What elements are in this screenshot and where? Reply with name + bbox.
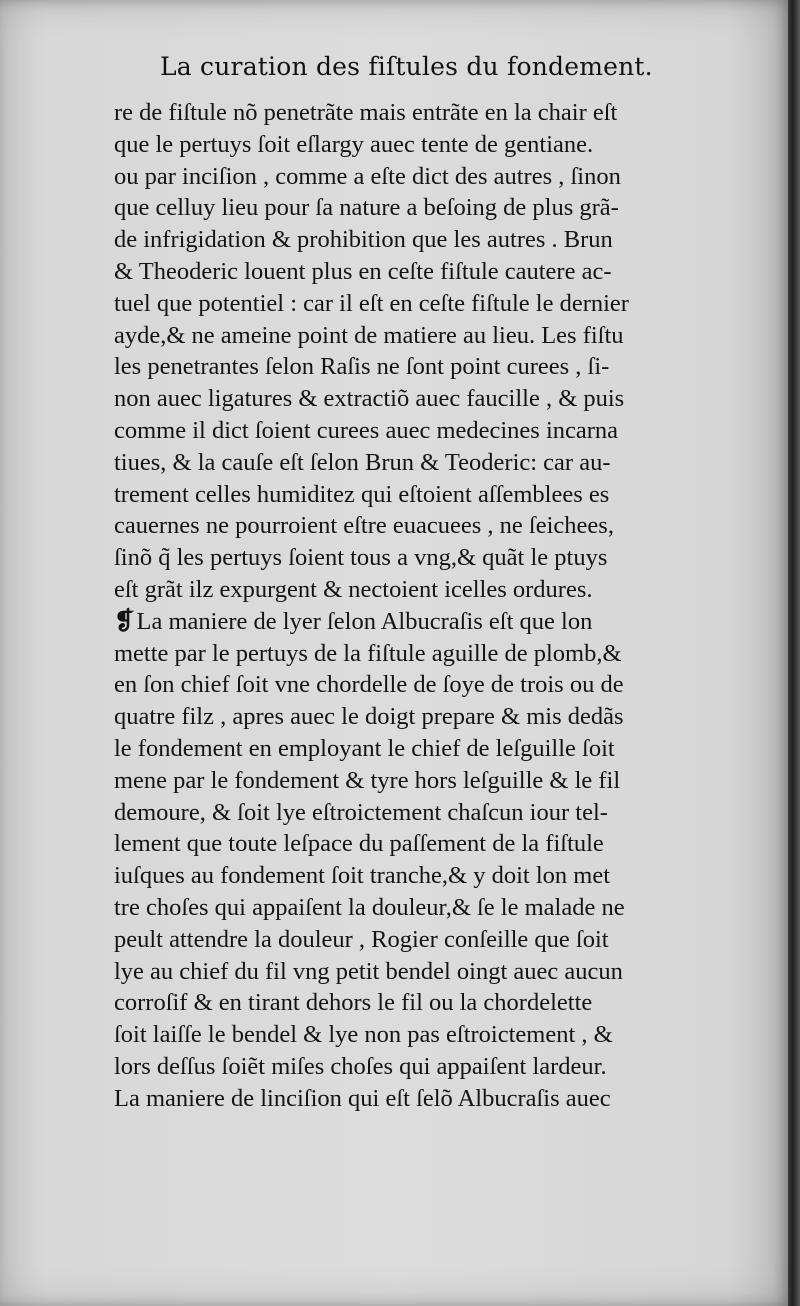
pilcrow-icon: ❡ bbox=[114, 607, 135, 635]
text-line: en ſon chief ſoit vne chordelle de ſoye de trois ou de bbox=[114, 671, 624, 699]
text-line: La maniere de linciſion qui eſt ſelõ Albucraſis auec bbox=[114, 1084, 611, 1112]
book-edge bbox=[788, 0, 800, 1306]
text-line: le fondement en employant le chief de leſguille ſoit bbox=[114, 734, 615, 762]
text-line: lors deſſus ſoiẽt miſes choſes qui appaiſent lardeur. bbox=[114, 1052, 607, 1080]
text-line: non auec ligatures & extractiõ auec faucille , & puis bbox=[114, 385, 625, 413]
text-line: iuſques au fondement ſoit tranche,& y doit lon met bbox=[114, 862, 611, 890]
text-line: & Theoderic louent plus en ceſte fiſtule cautere ac- bbox=[114, 257, 612, 285]
text-line: tre choſes qui appaiſent la douleur,& ſe le malade ne bbox=[114, 893, 625, 921]
text-line: peult attendre la douleur , Rogier conſeille que ſoit bbox=[114, 925, 609, 953]
text-line: tiues, & la cauſe eſt ſelon Brun & Teoderic: car au- bbox=[114, 448, 611, 476]
text-line: La maniere de lyer ſelon Albucraſis eſt que lon bbox=[136, 607, 593, 635]
text-line: lye au chief du fil vng petit bendel oingt auec aucun bbox=[114, 957, 623, 985]
body-text bbox=[114, 97, 726, 1115]
text-line: ou par inciſion , comme a eſte dict des autres , ſinon bbox=[114, 162, 621, 190]
running-header: La curation des fiſtules du fondement. bbox=[160, 52, 653, 81]
text-line: demoure, & ſoit lye eſtroictement chaſcun iour tel- bbox=[114, 798, 608, 826]
paragraph-start-line bbox=[114, 606, 726, 638]
text-line: que le pertuys ſoit eſlargy auec tente de gentiane. bbox=[114, 130, 594, 158]
text-line: comme il dict ſoient curees auec medecines incarna bbox=[114, 416, 619, 444]
text-line: tuel que potentiel : car il eſt en ceſte fiſtule le dernier bbox=[114, 289, 629, 317]
text-line: lement que toute leſpace du paſſement de la fiſtule bbox=[114, 830, 604, 858]
text-line: quatre filz , apres auec le doigt prepare & mis dedãs bbox=[114, 703, 624, 731]
text-line: que celluy lieu pour ſa nature a beſoing de plus grã- bbox=[114, 194, 619, 222]
text-line: eſt grãt ilz expurgent & nectoient icelles ordures. bbox=[114, 575, 593, 603]
text-line: ſinõ q̃ les pertuys ſoient tous a vng,& quãt le ptuys bbox=[114, 544, 608, 572]
text-line: ſoit laiſſe le bendel & lye non pas eſtroictement , & bbox=[114, 1021, 613, 1049]
text-line: re de fiſtule nõ penetrãte mais entrãte en la chair eſt bbox=[114, 99, 618, 126]
text-line: les penetrantes ſelon Raſis ne ſont point curees , ſi- bbox=[114, 353, 610, 381]
text-line: mene par le fondement & tyre hors leſguille & le fil bbox=[114, 766, 621, 794]
text-line: trement celles humiditez qui eſtoient aſſemblees es bbox=[114, 480, 610, 508]
text-line: mette par le pertuys de la fiſtule aguille de plomb,& bbox=[114, 639, 622, 667]
text-line: ayde,& ne ameine point de matiere au lieu. Les fiſtu bbox=[114, 321, 624, 349]
text-line: de infrigidation & prohibition que les autres . Brun bbox=[114, 226, 613, 254]
text-line: cauernes ne pourroient eſtre euacuees , ne ſeichees, bbox=[114, 512, 614, 540]
text-line: corroſif & en tirant dehors le fil ou la chordelette bbox=[114, 989, 593, 1017]
